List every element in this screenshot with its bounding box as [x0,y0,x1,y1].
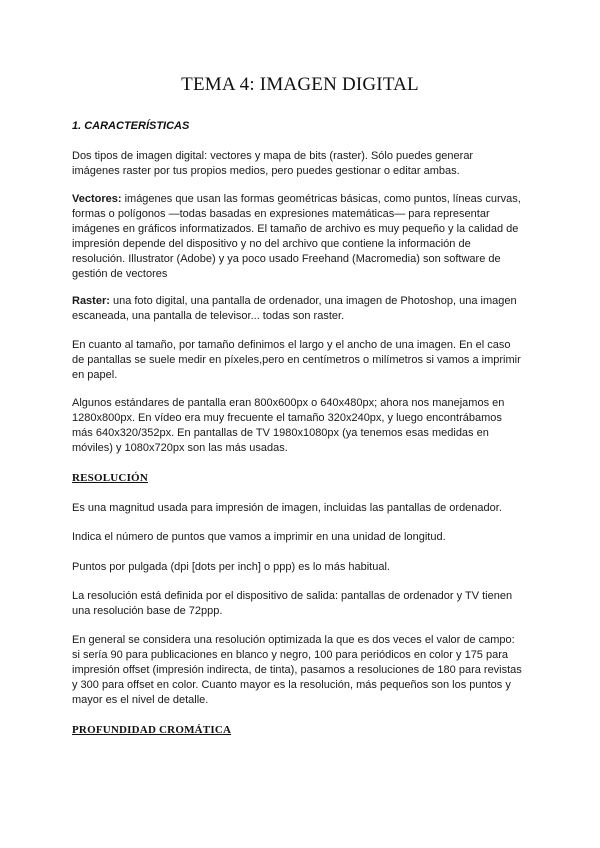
text-line: Indica el número de puntos que vamos a imprimir en una unidad de longitud. [72,531,446,543]
page-title: TEMA 4: IMAGEN DIGITAL [181,74,419,95]
paragraph-estandares [72,396,530,456]
section-heading-resolucion: RESOLUCIÓN [72,472,148,484]
text-line: una resolución base de 72ppp. [72,605,223,617]
paragraph-intro [72,149,530,179]
term-vectores: Vectores: [72,193,122,205]
term-raster: Raster: [72,295,110,307]
text-fragment: imágenes que usan las formas geométricas básicas, como puntos, líneas curvas, [121,193,521,205]
paragraph-resolucion-4 [72,589,530,619]
text-line: más 640x320/352px. En pantallas de TV 1980x1080px (ya tenemos esas medidas en [72,427,489,439]
text-line: y 300 para offset en color. Cuanto mayor es la resolución, más pequeños son los puntos y [72,679,511,691]
text-line: La resolución está definida por el dispositivo de salida: pantallas de ordenador y TV tienen [72,590,513,602]
text-line: si sería 90 para publicaciones en blanco y negro, 100 para periódicos en color y 175 para [72,649,508,661]
text-line: mayor es el nivel de detalle. [72,694,209,706]
text-line: 1280x800px. En vídeo era muy frecuente el tamaño 320x240px, y luego encontrábamos [72,412,502,424]
text-line: Puntos por pulgada (dpi [dots per inch] o ppp) es lo más habitual. [72,561,390,573]
text-line: impresión depende del dispositivo y no del archivo que contiene la información de [72,238,471,250]
text-line: formas o polígonos —todas basadas en expresiones matemáticas— para representar [72,208,490,220]
text-line: Dos tipos de imagen digital: vectores y mapa de bits (raster). Sólo puedes generar [72,150,474,162]
text-line: de pantallas se suele medir en píxeles,pero en centímetros o milímetros si vamos a imprimir [72,354,521,366]
text-line: imágenes en gráficos informatizados. El tamaño de archivo es muy pequeño y la calidad de [72,223,519,235]
text-line: resolución. Illustrator (Adobe) y ya poco usado Freehand (Macromedia) son software de [72,253,501,265]
text-line: móviles) y 1080x720px son las más usadas. [72,442,288,454]
paragraph-resolucion-3 [72,560,530,575]
section-heading-profundidad: PROFUNDIDAD CROMÁTICA [72,724,232,736]
text-line: escaneada, una pantalla de televisor... todas son raster. [72,310,345,322]
text-line [72,294,530,309]
paragraph-resolucion-5 [72,633,530,708]
text-line: en papel. [72,369,118,381]
text-line: gestión de vectores [72,268,168,280]
section-heading-caracteristicas: 1. CARACTERÍSTICAS [72,120,190,132]
paragraph-resolucion-1 [72,501,530,516]
text-line: Es una magnitud usada para impresión de imagen, incluidas las pantallas de ordenador. [72,502,502,514]
text-line: imágenes raster por tus propios medios, pero puedes gestionar o editar ambas. [72,165,460,177]
text-line: impresión offset (impresión indirecta, de tinta), pasamos a resoluciones de 180 para revistas [72,664,522,676]
text-line: En cuanto al tamaño, por tamaño definimos el largo y el ancho de una imagen. En el caso [72,339,511,351]
paragraph-resolucion-2 [72,530,530,545]
text-line: En general se considera una resolución optimizada la que es dos veces el valor de campo: [72,634,515,646]
text-fragment: una foto digital, una pantalla de ordenador, una imagen de Photoshop, una imagen [109,295,517,307]
text-line [72,192,530,207]
text-line: Algunos estándares de pantalla eran 800x600px o 640x480px; ahora nos manejamos en [72,397,505,409]
paragraph-vectores [72,192,530,282]
paragraph-tamano [72,338,530,383]
paragraph-raster [72,294,530,324]
